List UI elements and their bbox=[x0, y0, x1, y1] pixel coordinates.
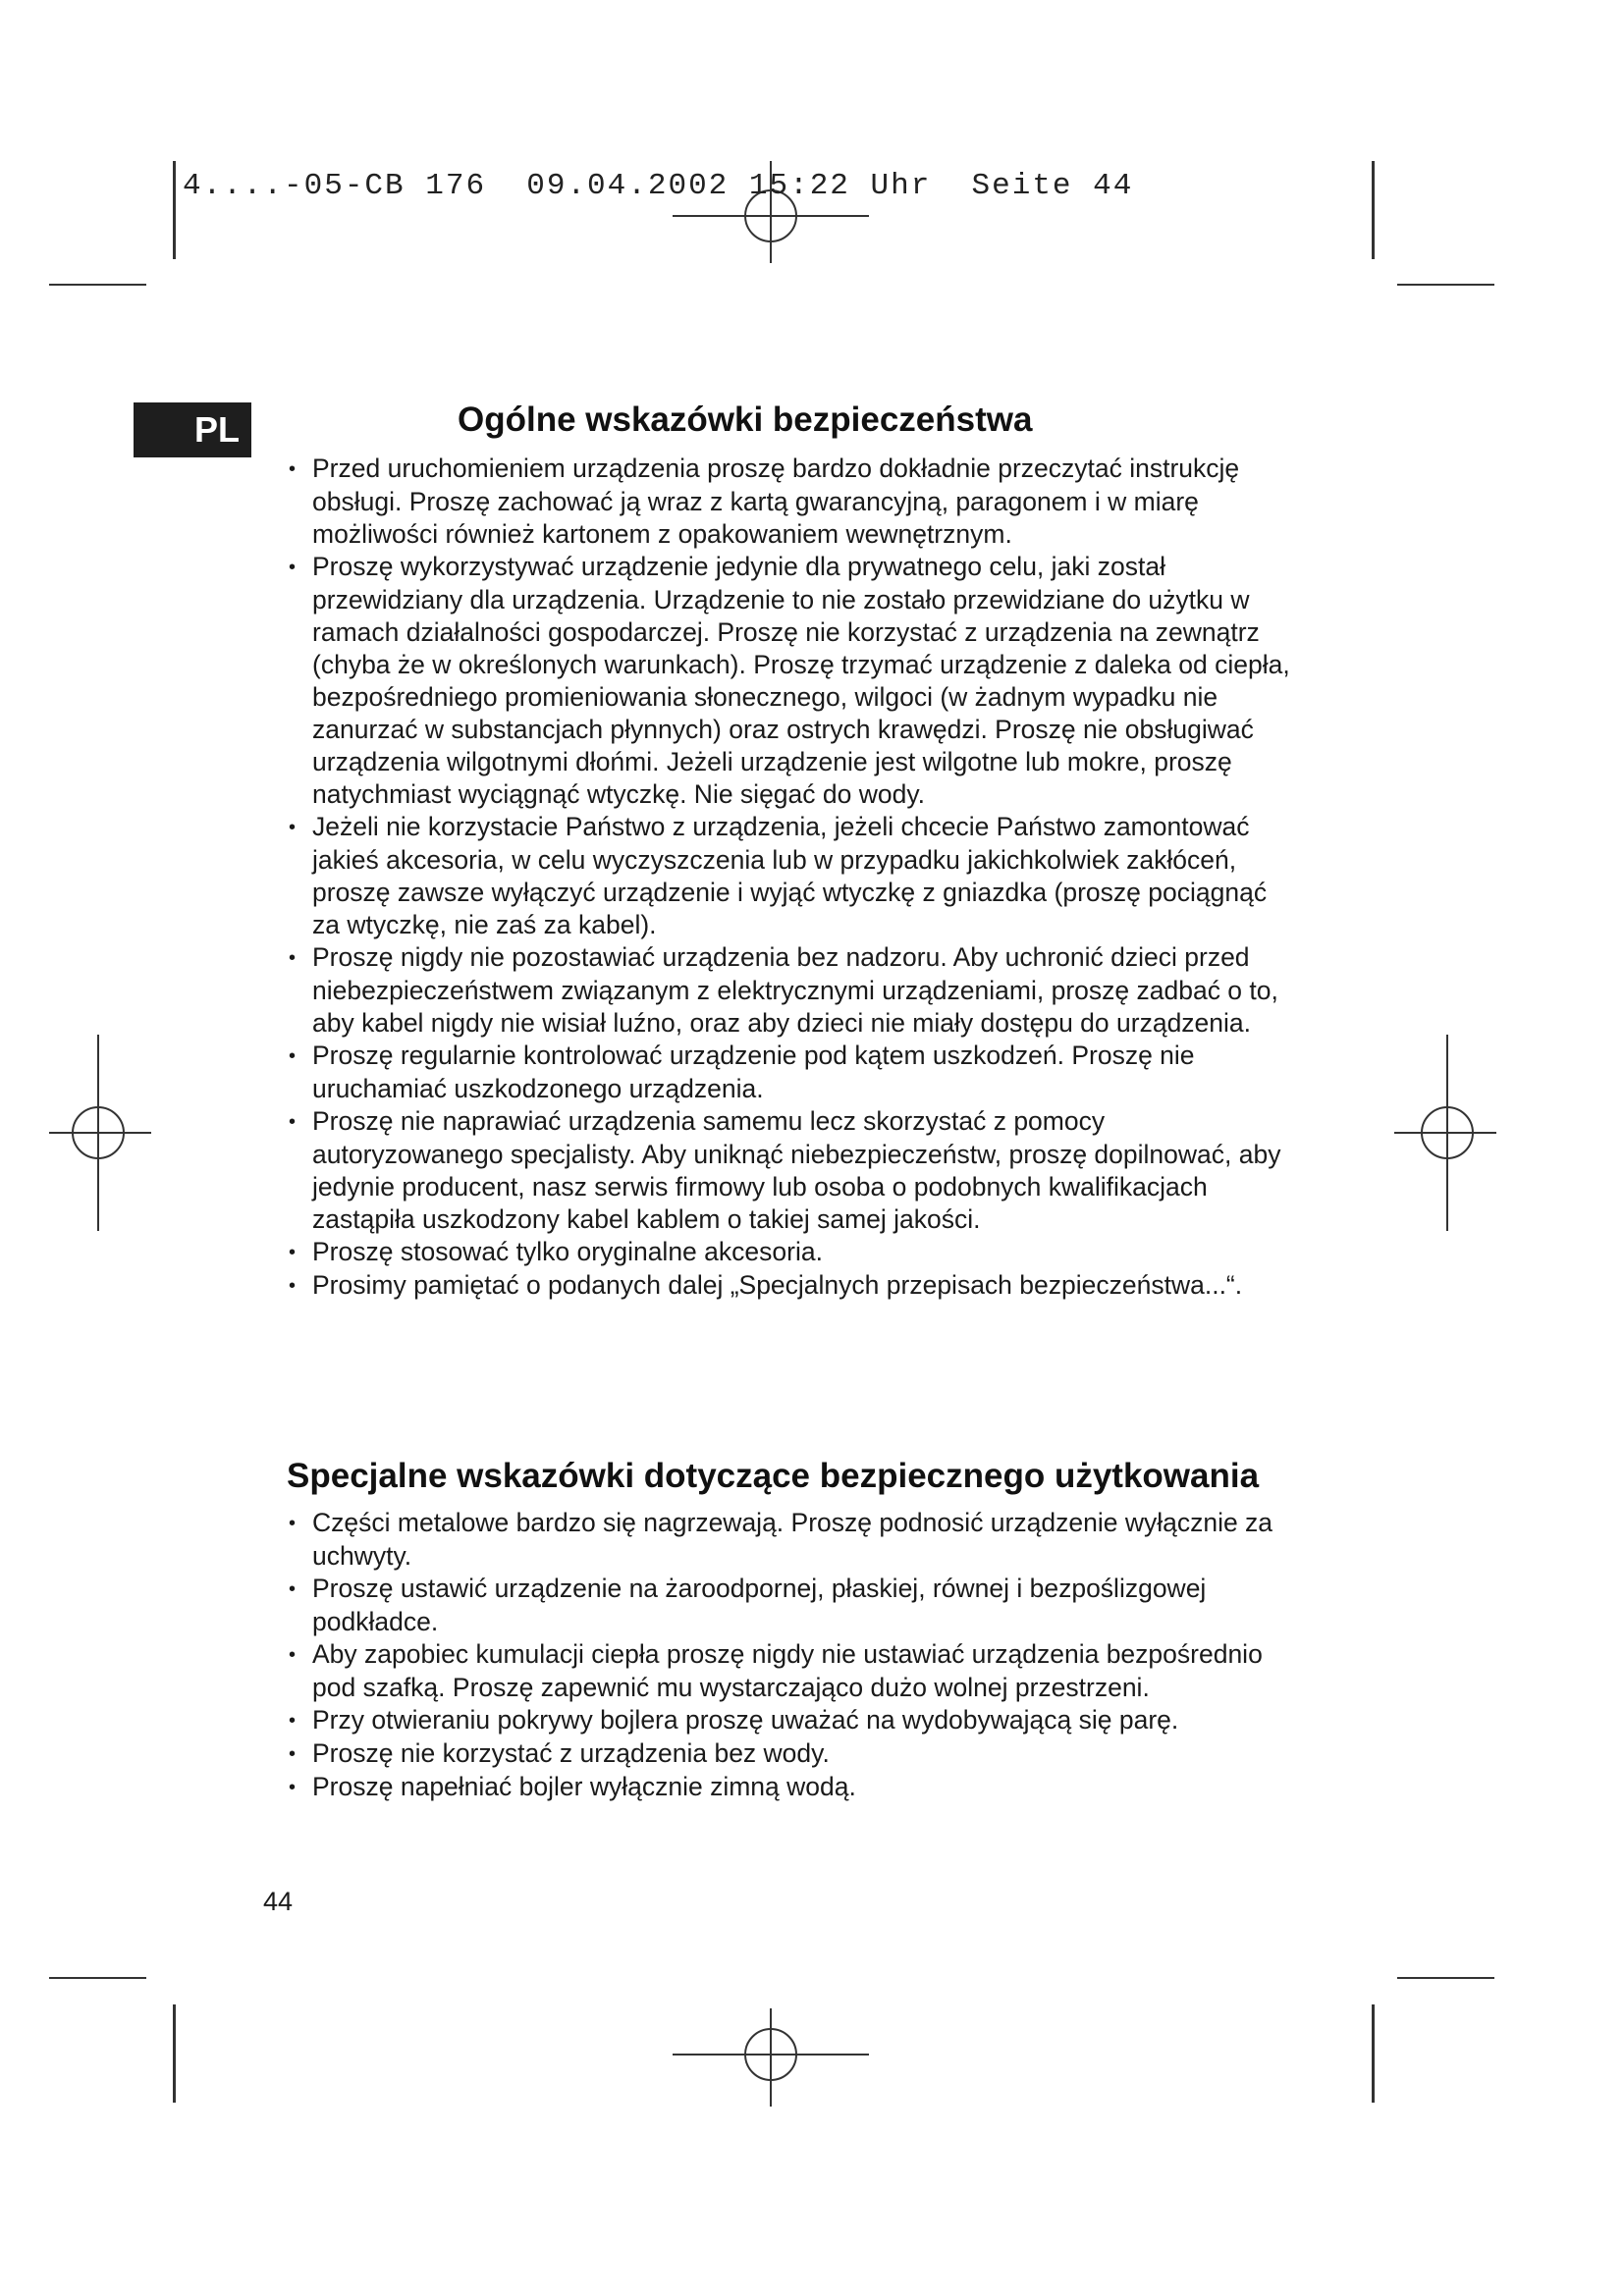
bullet-icon: • bbox=[289, 947, 297, 969]
list-item: • Proszę ustawić urządzenie na żaroodpornej, płaskiej, równej i bezpoślizgowej podkładce. bbox=[289, 1574, 1207, 1636]
bullet-icon: • bbox=[289, 1275, 297, 1297]
list-item: • Proszę regularnie kontrolować urządzenie pod kątem uszkodzeń. Proszę nie uruchamiać uszkodzonego urządzenia. bbox=[289, 1041, 1195, 1103]
special-safety-list bbox=[265, 1507, 1291, 1804]
section-title-general-safety: Ogólne wskazówki bezpieczeństwa bbox=[458, 400, 1033, 439]
bullet-icon: • bbox=[289, 1111, 297, 1133]
bullet-icon: • bbox=[289, 557, 297, 578]
bullet-icon: • bbox=[289, 1743, 297, 1765]
list-item: • Proszę wykorzystywać urządzenie jedynie dla prywatnego celu, jaki został przewidziany dla urządzenia. Urządzenie to nie zostało przewidziane do użytku w ramach działalności gospodarczej. Proszę nie korzystać z urządzenia na zewnątrz (chyba że w określonych warunkach). Proszę trzymać urządzenie z daleka od ciepła, bezpośredniego promieniowania słonecznego, wilgoci (w żadnym wypadku nie zanurzać w substancjach płynnych) oraz ostrych krawędzi. Proszę nie obsługiwać urządzenia wilgotnymi dłońmi. Jeżeli urządzenie jest wilgotne lub mokre, proszę natychmiast wyciągnąć wtyczkę. Nie sięgać do wody. bbox=[289, 552, 1290, 809]
crop-mark-top-right-vertical bbox=[1372, 161, 1375, 259]
list-item: • Jeżeli nie korzystacie Państwo z urządzenia, jeżeli chcecie Państwo zamontować jakieś akcesoria, w celu wyczyszczenia lub w przypadku jakichkolwiek zakłóceń, proszę zawsze wyłączyć urządzenie i wyjąć wtyczkę z gniazdka (proszę pociągnąć za wtyczkę, nie zaś za kabel). bbox=[289, 812, 1268, 939]
list-item: • Części metalowe bardzo się nagrzewają. Proszę podnosić urządzenie wyłącznie za uchwyty. bbox=[289, 1508, 1273, 1571]
list-item: • Proszę nie korzystać z urządzenia bez wody. bbox=[265, 1737, 1291, 1771]
list-item: • Przed uruchomieniem urządzenia proszę bardzo dokładnie przeczytać instrukcję obsługi. Proszę zachować ją wraz z kartą gwarancyjną, paragonem i w miarę możliwości również kartonem z opakowaniem wewnętrznym. bbox=[289, 454, 1240, 549]
crop-mark-bottom-left-horizontal bbox=[49, 1977, 146, 1979]
crop-mark-bottom-right-vertical bbox=[1372, 2004, 1375, 2103]
crop-mark-bottom-right-horizontal bbox=[1397, 1977, 1494, 1979]
language-tab: PL bbox=[134, 402, 251, 457]
print-slug: 4....-05-CB 176 09.04.2002 15:22 Uhr Seite 44 bbox=[183, 169, 1134, 203]
bullet-icon: • bbox=[289, 1777, 297, 1798]
bullet-icon: • bbox=[289, 1513, 297, 1534]
section-title-special-safety: Specjalne wskazówki dotyczące bezpiecznego użytkowania bbox=[287, 1457, 1260, 1495]
list-item: • Proszę napełniać bojler wyłącznie zimną wodą. bbox=[265, 1771, 1291, 1804]
general-safety-list bbox=[265, 453, 1291, 1303]
crop-mark-bottom-left-vertical bbox=[173, 2004, 176, 2103]
crop-mark-top-left-vertical bbox=[173, 161, 176, 259]
list-item: • Proszę nie naprawiać urządzenia samemu lecz skorzystać z pomocy autoryzowanego specjalisty. Aby uniknąć niebezpieczeństw, proszę dopilnować, aby jedynie producent, nasz serwis firmowy lub osoba o podobnych kwalifikacjach zastąpiła uszkodzony kabel kablem o takiej samej jakości. bbox=[289, 1106, 1281, 1234]
list-item: • Aby zapobiec kumulacji ciepła proszę nigdy nie ustawiać urządzenia bezpośrednio pod szafką. Proszę zapewnić mu wystarczająco dużo wolnej przestrzeni. bbox=[289, 1639, 1263, 1702]
page-number: 44 bbox=[263, 1887, 294, 1916]
crop-mark-top-left-horizontal bbox=[49, 284, 146, 286]
registration-mark-left-icon bbox=[49, 1035, 151, 1231]
registration-mark-bottom-icon bbox=[673, 2008, 869, 2107]
list-item: • Proszę stosować tylko oryginalne akcesoria. bbox=[265, 1236, 1291, 1269]
bullet-icon: • bbox=[289, 458, 297, 480]
crop-mark-top-right-horizontal bbox=[1397, 284, 1494, 286]
list-item: • Prosimy pamiętać o podanych dalej „Specjalnych przepisach bezpieczeństwa...“. bbox=[265, 1269, 1291, 1303]
bullet-icon: • bbox=[289, 1578, 297, 1600]
list-item: • Proszę nigdy nie pozostawiać urządzenia bez nadzoru. Aby uchronić dzieci przed niebezpieczeństwem związanym z elektrycznymi urządzeniami, proszę zadbać o to, aby kabel nigdy nie wisiał luźno, oraz aby dzieci nie miały dostępu do urządzenia. bbox=[289, 942, 1278, 1038]
bullet-icon: • bbox=[289, 1242, 297, 1263]
bullet-icon: • bbox=[289, 1045, 297, 1067]
registration-mark-right-icon bbox=[1394, 1035, 1496, 1231]
bullet-icon: • bbox=[289, 817, 297, 838]
list-item: • Przy otwieraniu pokrywy bojlera proszę uważać na wydobywającą się parę. bbox=[265, 1704, 1291, 1737]
bullet-icon: • bbox=[289, 1710, 297, 1732]
bullet-icon: • bbox=[289, 1644, 297, 1666]
